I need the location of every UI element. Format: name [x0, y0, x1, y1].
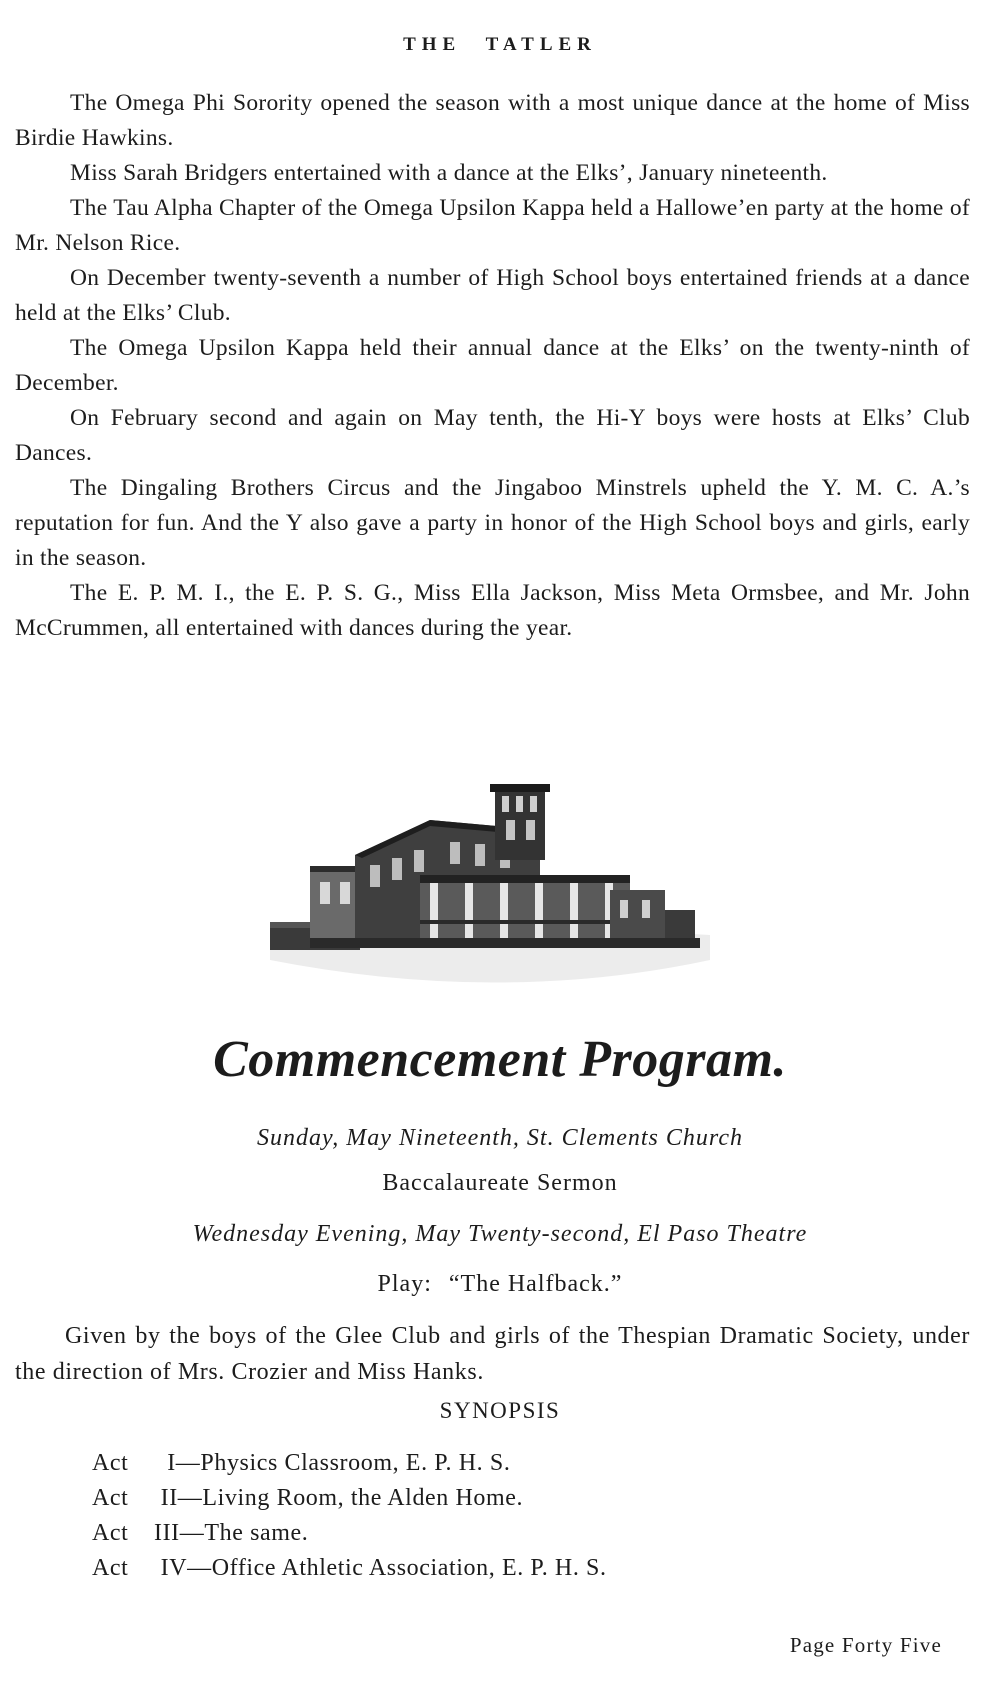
act-item [92, 1551, 892, 1586]
program-title: Commencement Program. [213, 1031, 787, 1088]
play-title: “The Halfback.” [448, 1271, 623, 1297]
society-paragraph: Miss Sarah Bridgers entertained with a dance at the Elks’, January nineteenth. [70, 160, 828, 186]
society-notes [15, 86, 970, 646]
society-paragraph: The Tau Alpha Chapter of the Omega Upsilon Kappa held a Hallowe’en party at the home of Mr. Nelson Rice. [15, 195, 970, 256]
sunday-line: Sunday, May Nineteenth, St. Clements Church [256, 1125, 744, 1151]
society-paragraph: The Dingaling Brothers Circus and the Jingaboo Minstrels upheld the Y. M. C. A.’s reputation for fun. And the Y also gave a party in honor of the High School boys and girls, early in the season. [15, 475, 970, 571]
act-text: III—The same. [154, 1520, 309, 1546]
wednesday-line: Wednesday Evening, May Twenty-second, El Paso Theatre [192, 1221, 808, 1247]
act-word: Act [92, 1520, 129, 1546]
play-description: Given by the boys of the Glee Club and girls of the Thespian Dramatic Society, under the direction of Mrs. Crozier and Miss Hanks. [15, 1323, 970, 1385]
running-title: THE TATLER [403, 34, 597, 55]
act-word: Act [92, 1485, 129, 1511]
act-word: Act [92, 1555, 129, 1581]
act-text: I—Physics Classroom, E. P. H. S. [154, 1450, 511, 1476]
school-building-photo [270, 770, 710, 995]
play-line [0, 1271, 1000, 1298]
society-paragraph: The E. P. M. I., the E. P. S. G., Miss Ella Jackson, Miss Meta Ormsbee, and Mr. John McCrummen, all entertained with dances during the year. [15, 580, 970, 641]
act-text: IV—Office Athletic Association, E. P. H. S. [154, 1555, 607, 1581]
society-paragraph: The Omega Upsilon Kappa held their annual dance at the Elks’ on the twenty-ninth of December. [15, 335, 970, 396]
play-label: Play: [377, 1271, 432, 1297]
synopsis-heading: SYNOPSIS [439, 1398, 561, 1423]
act-word: Act [92, 1450, 129, 1476]
society-paragraph: The Omega Phi Sorority opened the season with a most unique dance at the home of Miss Birdie Hawkins. [15, 90, 970, 151]
page-number: Page Forty Five [789, 1633, 942, 1657]
society-paragraph: On December twenty-seventh a number of High School boys entertained friends at a dance held at the Elks’ Club. [15, 265, 970, 326]
society-paragraph: On February second and again on May tenth, the Hi-Y boys were hosts at Elks’ Club Dances. [15, 405, 970, 466]
act-item [92, 1516, 892, 1551]
act-item [92, 1481, 892, 1516]
sunday-event: Baccalaureate Sermon [382, 1170, 618, 1196]
act-text: II—Living Room, the Alden Home. [154, 1485, 524, 1511]
act-item [92, 1446, 892, 1481]
synopsis-acts [92, 1446, 892, 1586]
